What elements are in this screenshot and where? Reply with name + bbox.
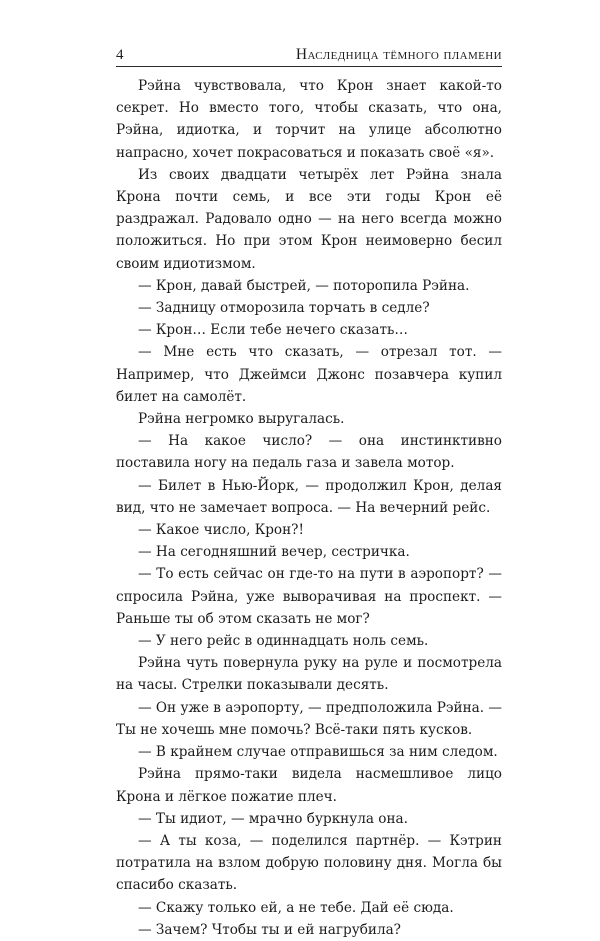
text-body <box>116 75 502 941</box>
dialogue-line: — На какое число? — она инстинктивно поставила ногу на педаль газа и завела мотор. <box>116 433 502 472</box>
dialogue-line: — Задницу отморозила торчать в седле? <box>138 300 430 317</box>
dialogue-line: — Он уже в аэропорту, — предположила Рэйна. — Ты не хочешь мне помочь? Всё-таки пять кусков. <box>116 699 502 738</box>
header-rule <box>116 66 502 67</box>
paragraph: Рэйна чувствовала, что Крон знает какой-то секрет. Но вместо того, чтобы сказать, что она, Рэйна, идиотка, и торчит на улице абсолютно напрасно, хочет покрасоваться и показать своё «я». <box>116 78 502 161</box>
running-header <box>116 44 502 66</box>
paragraph: Из своих двадцати четырёх лет Рэйна знала Крона почти семь, и все эти годы Крон её раздражал. Радовало одно — на него всегда можно положиться. Но при этом Крон неимоверно бесил своим идиотизмом. <box>116 166 502 272</box>
paragraph: Рэйна прямо-таки видела насмешливое лицо Крона и лёгкое пожатие плеч. <box>116 766 502 805</box>
running-title: Наследница тёмного пламени <box>295 46 502 63</box>
dialogue-line: — Билет в Нью-Йорк, — продолжил Крон, делая вид, что не замечает вопроса. — На вечерний рейс. <box>116 477 502 516</box>
paragraph: Рэйна негромко выругалась. <box>138 411 345 428</box>
paragraph: Рэйна чуть повернула руку на руле и посмотрела на часы. Стрелки показывали десять. <box>116 655 502 694</box>
dialogue-line: — На сегодняшний вечер, сестричка. <box>138 544 410 561</box>
dialogue-line: — А ты коза, — поделился партнёр. — Кэтрин потратила на взлом добрую половину дня. Могла бы спасибо сказать. <box>116 832 502 894</box>
dialogue-line: — Скажу только ей, а не тебе. Дай её сюда. <box>138 899 454 916</box>
dialogue-line: — То есть сейчас он где-то на пути в аэропорт? — спросила Рэйна, уже выворачивая на проспект. — Раньше ты об этом сказать не мог? <box>116 566 502 627</box>
page-number: 4 <box>116 47 124 63</box>
dialogue-line: — Крон, давай быстрей, — поторопила Рэйна. <box>138 277 470 294</box>
dialogue-line: — Ты идиот, — мрачно буркнула она. <box>138 810 408 827</box>
dialogue-line: — В крайнем случае отправишься за ним следом. <box>138 744 498 761</box>
dialogue-line: — Мне есть что сказать, — отрезал тот. — Например, что Джеймси Джонс позавчера купил билет на самолёт. <box>116 344 502 405</box>
dialogue-line: — Крон… Если тебе нечего сказать… <box>138 322 408 339</box>
dialogue-line: — У него рейс в одиннадцать ноль семь. <box>138 633 429 650</box>
dialogue-line: — Зачем? Чтобы ты и ей нагрубила? <box>138 921 401 938</box>
dialogue-line: — Какое число, Крон?! <box>138 522 304 539</box>
